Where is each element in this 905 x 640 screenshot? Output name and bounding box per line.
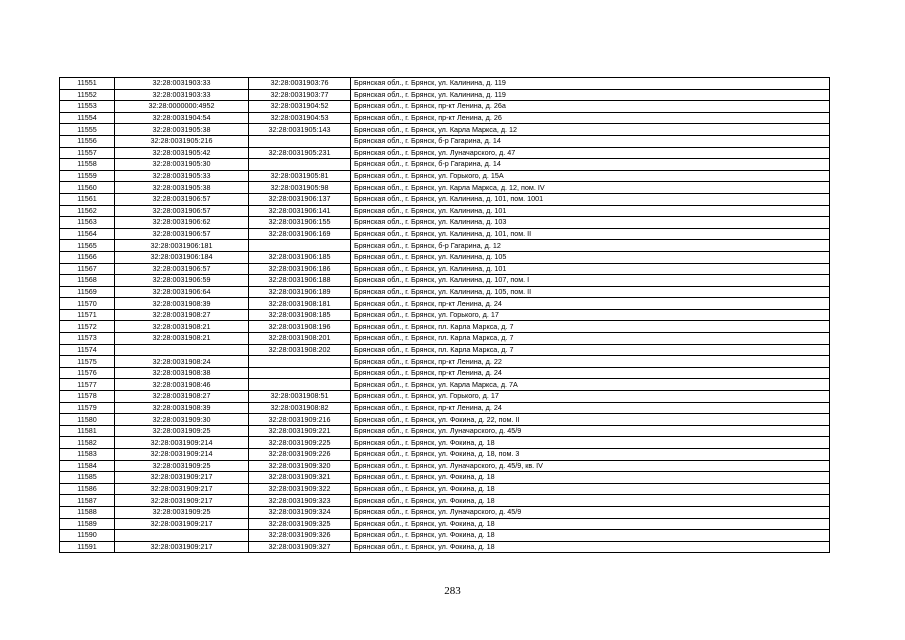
object-cadastral-number-cell: 32:28:0031906:189 (249, 286, 351, 298)
object-cadastral-number-cell: 32:28:0031909:324 (249, 506, 351, 518)
row-number-cell: 11557 (60, 147, 115, 159)
row-number-cell: 11589 (60, 518, 115, 530)
address-cell: Брянская обл., г. Брянск, б-р Гагарина, д. 14 (351, 159, 830, 171)
object-cadastral-number-cell: 32:28:0031909:326 (249, 530, 351, 542)
land-cadastral-number-cell: 32:28:0031909:217 (115, 541, 249, 553)
row-number-cell: 11582 (60, 437, 115, 449)
table-row (60, 193, 830, 205)
land-cadastral-number-cell: 32:28:0031908:21 (115, 321, 249, 333)
address-cell: Брянская обл., г. Брянск, ул. Фокина, д. 18 (351, 518, 830, 530)
table-row (60, 182, 830, 194)
row-number-cell: 11587 (60, 495, 115, 507)
land-cadastral-number-cell: 32:28:0031905:216 (115, 135, 249, 147)
table-row (60, 101, 830, 113)
table-row (60, 309, 830, 321)
registry-table (59, 77, 830, 553)
address-cell: Брянская обл., г. Брянск, ул. Фокина, д. 18, пом. 3 (351, 449, 830, 461)
object-cadastral-number-cell: 32:28:0031909:216 (249, 414, 351, 426)
land-cadastral-number-cell: 32:28:0031906:184 (115, 251, 249, 263)
table-row (60, 495, 830, 507)
row-number-cell: 11567 (60, 263, 115, 275)
row-number-cell: 11553 (60, 101, 115, 113)
table-row (60, 298, 830, 310)
row-number-cell: 11559 (60, 170, 115, 182)
land-cadastral-number-cell: 32:28:0031908:24 (115, 356, 249, 368)
address-cell: Брянская обл., г. Брянск, ул. Калинина, д. 105 (351, 251, 830, 263)
address-cell: Брянская обл., г. Брянск, ул. Горького, д. 17 (351, 309, 830, 321)
table-row (60, 263, 830, 275)
land-cadastral-number-cell: 32:28:0031903:33 (115, 89, 249, 101)
land-cadastral-number-cell: 32:28:0031908:39 (115, 298, 249, 310)
object-cadastral-number-cell: 32:28:0031908:181 (249, 298, 351, 310)
land-cadastral-number-cell: 32:28:0031904:54 (115, 112, 249, 124)
object-cadastral-number-cell: 32:28:0031904:52 (249, 101, 351, 113)
address-cell: Брянская обл., г. Брянск, ул. Калинина, д. 105, пом. II (351, 286, 830, 298)
object-cadastral-number-cell: 32:28:0031906:185 (249, 251, 351, 263)
object-cadastral-number-cell: 32:28:0031906:141 (249, 205, 351, 217)
table-row (60, 472, 830, 484)
object-cadastral-number-cell (249, 379, 351, 391)
table-row (60, 170, 830, 182)
address-cell: Брянская обл., г. Брянск, ул. Калинина, д. 101, пом. 1001 (351, 193, 830, 205)
row-number-cell: 11580 (60, 414, 115, 426)
address-cell: Брянская обл., г. Брянск, пр-кт Ленина, д. 24 (351, 402, 830, 414)
table-row (60, 159, 830, 171)
row-number-cell: 11581 (60, 425, 115, 437)
land-cadastral-number-cell: 32:28:0031905:30 (115, 159, 249, 171)
object-cadastral-number-cell: 32:28:0031909:225 (249, 437, 351, 449)
row-number-cell: 11576 (60, 367, 115, 379)
row-number-cell: 11583 (60, 449, 115, 461)
address-cell: Брянская обл., г. Брянск, ул. Фокина, д. 18 (351, 530, 830, 542)
address-cell: Брянская обл., г. Брянск, ул. Фокина, д. 18 (351, 472, 830, 484)
row-number-cell: 11573 (60, 333, 115, 345)
address-cell: Брянская обл., г. Брянск, ул. Калинина, д. 119 (351, 89, 830, 101)
table-row (60, 414, 830, 426)
address-cell: Брянская обл., г. Брянск, пл. Карла Маркса, д. 7 (351, 333, 830, 345)
address-cell: Брянская обл., г. Брянск, пл. Карла Маркса, д. 7 (351, 344, 830, 356)
land-cadastral-number-cell: 32:28:0031905:38 (115, 182, 249, 194)
row-number-cell: 11584 (60, 460, 115, 472)
object-cadastral-number-cell: 32:28:0031908:196 (249, 321, 351, 333)
row-number-cell: 11578 (60, 391, 115, 403)
object-cadastral-number-cell: 32:28:0031906:137 (249, 193, 351, 205)
object-cadastral-number-cell: 32:28:0031906:188 (249, 275, 351, 287)
object-cadastral-number-cell: 32:28:0031905:98 (249, 182, 351, 194)
address-cell: Брянская обл., г. Брянск, б-р Гагарина, д. 12 (351, 240, 830, 252)
row-number-cell: 11562 (60, 205, 115, 217)
address-cell: Брянская обл., г. Брянск, пр-кт Ленина, д. 26 (351, 112, 830, 124)
land-cadastral-number-cell: 32:28:0031908:38 (115, 367, 249, 379)
land-cadastral-number-cell: 32:28:0031906:57 (115, 228, 249, 240)
object-cadastral-number-cell (249, 159, 351, 171)
land-cadastral-number-cell: 32:28:0031908:27 (115, 391, 249, 403)
object-cadastral-number-cell: 32:28:0031909:322 (249, 483, 351, 495)
table-row (60, 78, 830, 90)
object-cadastral-number-cell: 32:28:0031908:202 (249, 344, 351, 356)
land-cadastral-number-cell: 32:28:0031906:57 (115, 263, 249, 275)
table-row (60, 367, 830, 379)
row-number-cell: 11565 (60, 240, 115, 252)
table-row (60, 228, 830, 240)
row-number-cell: 11551 (60, 78, 115, 90)
address-cell: Брянская обл., г. Брянск, ул. Луначарского, д. 45/9 (351, 425, 830, 437)
row-number-cell: 11555 (60, 124, 115, 136)
object-cadastral-number-cell: 32:28:0031903:76 (249, 78, 351, 90)
land-cadastral-number-cell: 32:28:0031909:217 (115, 472, 249, 484)
object-cadastral-number-cell: 32:28:0031906:169 (249, 228, 351, 240)
address-cell: Брянская обл., г. Брянск, ул. Горького, д. 17 (351, 391, 830, 403)
table-row (60, 205, 830, 217)
land-cadastral-number-cell: 32:28:0031905:33 (115, 170, 249, 182)
row-number-cell: 11554 (60, 112, 115, 124)
object-cadastral-number-cell: 32:28:0031909:327 (249, 541, 351, 553)
land-cadastral-number-cell: 32:28:0031909:30 (115, 414, 249, 426)
table-row (60, 275, 830, 287)
object-cadastral-number-cell: 32:28:0031908:185 (249, 309, 351, 321)
address-cell: Брянская обл., г. Брянск, ул. Фокина, д. 18 (351, 495, 830, 507)
land-cadastral-number-cell: 32:28:0031906:62 (115, 217, 249, 229)
land-cadastral-number-cell: 32:28:0031909:214 (115, 449, 249, 461)
object-cadastral-number-cell: 32:28:0031909:321 (249, 472, 351, 484)
object-cadastral-number-cell: 32:28:0031905:143 (249, 124, 351, 136)
object-cadastral-number-cell: 32:28:0031906:155 (249, 217, 351, 229)
land-cadastral-number-cell: 32:28:0031906:64 (115, 286, 249, 298)
row-number-cell: 11556 (60, 135, 115, 147)
table-row (60, 437, 830, 449)
address-cell: Брянская обл., г. Брянск, ул. Луначарского, д. 45/9, кв. IV (351, 460, 830, 472)
address-cell: Брянская обл., г. Брянск, пр-кт Ленина, д. 24 (351, 367, 830, 379)
row-number-cell: 11571 (60, 309, 115, 321)
land-cadastral-number-cell (115, 344, 249, 356)
address-cell: Брянская обл., г. Брянск, ул. Карла Маркса, д. 7А (351, 379, 830, 391)
land-cadastral-number-cell: 32:28:0031906:57 (115, 193, 249, 205)
object-cadastral-number-cell: 32:28:0031909:325 (249, 518, 351, 530)
object-cadastral-number-cell: 32:28:0031905:81 (249, 170, 351, 182)
row-number-cell: 11560 (60, 182, 115, 194)
object-cadastral-number-cell: 32:28:0031906:186 (249, 263, 351, 275)
object-cadastral-number-cell (249, 240, 351, 252)
row-number-cell: 11552 (60, 89, 115, 101)
table-row (60, 483, 830, 495)
row-number-cell: 11585 (60, 472, 115, 484)
table-row (60, 460, 830, 472)
table-row (60, 449, 830, 461)
table-row (60, 333, 830, 345)
table-row (60, 391, 830, 403)
row-number-cell: 11591 (60, 541, 115, 553)
land-cadastral-number-cell: 32:28:0000000:4952 (115, 101, 249, 113)
address-cell: Брянская обл., г. Брянск, ул. Карла Маркса, д. 12, пом. IV (351, 182, 830, 194)
land-cadastral-number-cell: 32:28:0031909:25 (115, 506, 249, 518)
row-number-cell: 11579 (60, 402, 115, 414)
address-cell: Брянская обл., г. Брянск, ул. Калинина, д. 107, пом. I (351, 275, 830, 287)
address-cell: Брянская обл., г. Брянск, ул. Калинина, д. 101 (351, 205, 830, 217)
row-number-cell: 11570 (60, 298, 115, 310)
address-cell: Брянская обл., г. Брянск, б-р Гагарина, д. 14 (351, 135, 830, 147)
address-cell: Брянская обл., г. Брянск, ул. Карла Маркса, д. 12 (351, 124, 830, 136)
address-cell: Брянская обл., г. Брянск, пр-кт Ленина, д. 24 (351, 298, 830, 310)
table-row (60, 541, 830, 553)
land-cadastral-number-cell: 32:28:0031903:33 (115, 78, 249, 90)
row-number-cell: 11568 (60, 275, 115, 287)
row-number-cell: 11590 (60, 530, 115, 542)
address-cell: Брянская обл., г. Брянск, ул. Калинина, д. 101 (351, 263, 830, 275)
address-cell: Брянская обл., г. Брянск, пл. Карла Маркса, д. 7 (351, 321, 830, 333)
table-row (60, 217, 830, 229)
row-number-cell: 11564 (60, 228, 115, 240)
table-row (60, 112, 830, 124)
row-number-cell: 11586 (60, 483, 115, 495)
row-number-cell: 11566 (60, 251, 115, 263)
table-row (60, 402, 830, 414)
object-cadastral-number-cell (249, 356, 351, 368)
row-number-cell: 11563 (60, 217, 115, 229)
land-cadastral-number-cell: 32:28:0031908:27 (115, 309, 249, 321)
table-row (60, 286, 830, 298)
table-row (60, 518, 830, 530)
row-number-cell: 11572 (60, 321, 115, 333)
row-number-cell: 11574 (60, 344, 115, 356)
row-number-cell: 11577 (60, 379, 115, 391)
table-row (60, 251, 830, 263)
land-cadastral-number-cell: 32:28:0031909:217 (115, 495, 249, 507)
object-cadastral-number-cell: 32:28:0031909:323 (249, 495, 351, 507)
table-row (60, 425, 830, 437)
row-number-cell: 11575 (60, 356, 115, 368)
registry-table-body (60, 78, 830, 553)
object-cadastral-number-cell (249, 135, 351, 147)
address-cell: Брянская обл., г. Брянск, ул. Луначарского, д. 47 (351, 147, 830, 159)
table-row (60, 321, 830, 333)
table-row (60, 147, 830, 159)
object-cadastral-number-cell (249, 367, 351, 379)
object-cadastral-number-cell: 32:28:0031908:201 (249, 333, 351, 345)
land-cadastral-number-cell: 32:28:0031909:217 (115, 518, 249, 530)
land-cadastral-number-cell: 32:28:0031906:59 (115, 275, 249, 287)
table-row (60, 240, 830, 252)
object-cadastral-number-cell: 32:28:0031903:77 (249, 89, 351, 101)
page-number: 283 (444, 585, 461, 597)
land-cadastral-number-cell: 32:28:0031908:46 (115, 379, 249, 391)
land-cadastral-number-cell: 32:28:0031909:25 (115, 425, 249, 437)
row-number-cell: 11558 (60, 159, 115, 171)
object-cadastral-number-cell: 32:28:0031909:226 (249, 449, 351, 461)
table-row (60, 506, 830, 518)
address-cell: Брянская обл., г. Брянск, пр-кт Ленина, д. 26а (351, 101, 830, 113)
land-cadastral-number-cell: 32:28:0031905:42 (115, 147, 249, 159)
table-row (60, 530, 830, 542)
table-row (60, 135, 830, 147)
address-cell: Брянская обл., г. Брянск, пр-кт Ленина, д. 22 (351, 356, 830, 368)
land-cadastral-number-cell: 32:28:0031908:39 (115, 402, 249, 414)
table-row (60, 124, 830, 136)
table-row (60, 89, 830, 101)
row-number-cell: 11561 (60, 193, 115, 205)
land-cadastral-number-cell (115, 530, 249, 542)
land-cadastral-number-cell: 32:28:0031909:217 (115, 483, 249, 495)
address-cell: Брянская обл., г. Брянск, ул. Луначарского, д. 45/9 (351, 506, 830, 518)
table-row (60, 379, 830, 391)
row-number-cell: 11588 (60, 506, 115, 518)
object-cadastral-number-cell: 32:28:0031904:53 (249, 112, 351, 124)
object-cadastral-number-cell: 32:28:0031908:51 (249, 391, 351, 403)
object-cadastral-number-cell: 32:28:0031909:320 (249, 460, 351, 472)
address-cell: Брянская обл., г. Брянск, ул. Горького, д. 15А (351, 170, 830, 182)
land-cadastral-number-cell: 32:28:0031908:21 (115, 333, 249, 345)
land-cadastral-number-cell: 32:28:0031909:214 (115, 437, 249, 449)
land-cadastral-number-cell: 32:28:0031905:38 (115, 124, 249, 136)
address-cell: Брянская обл., г. Брянск, ул. Фокина, д. 22, пом. II (351, 414, 830, 426)
address-cell: Брянская обл., г. Брянск, ул. Калинина, д. 119 (351, 78, 830, 90)
table-row (60, 344, 830, 356)
land-cadastral-number-cell: 32:28:0031906:57 (115, 205, 249, 217)
row-number-cell: 11569 (60, 286, 115, 298)
object-cadastral-number-cell: 32:28:0031905:231 (249, 147, 351, 159)
address-cell: Брянская обл., г. Брянск, ул. Фокина, д. 18 (351, 437, 830, 449)
land-cadastral-number-cell: 32:28:0031906:181 (115, 240, 249, 252)
object-cadastral-number-cell: 32:28:0031908:82 (249, 402, 351, 414)
land-cadastral-number-cell: 32:28:0031909:25 (115, 460, 249, 472)
table-row (60, 356, 830, 368)
address-cell: Брянская обл., г. Брянск, ул. Калинина, д. 101, пом. II (351, 228, 830, 240)
address-cell: Брянская обл., г. Брянск, ул. Калинина, д. 103 (351, 217, 830, 229)
object-cadastral-number-cell: 32:28:0031909:221 (249, 425, 351, 437)
address-cell: Брянская обл., г. Брянск, ул. Фокина, д. 18 (351, 541, 830, 553)
address-cell: Брянская обл., г. Брянск, ул. Фокина, д. 18 (351, 483, 830, 495)
